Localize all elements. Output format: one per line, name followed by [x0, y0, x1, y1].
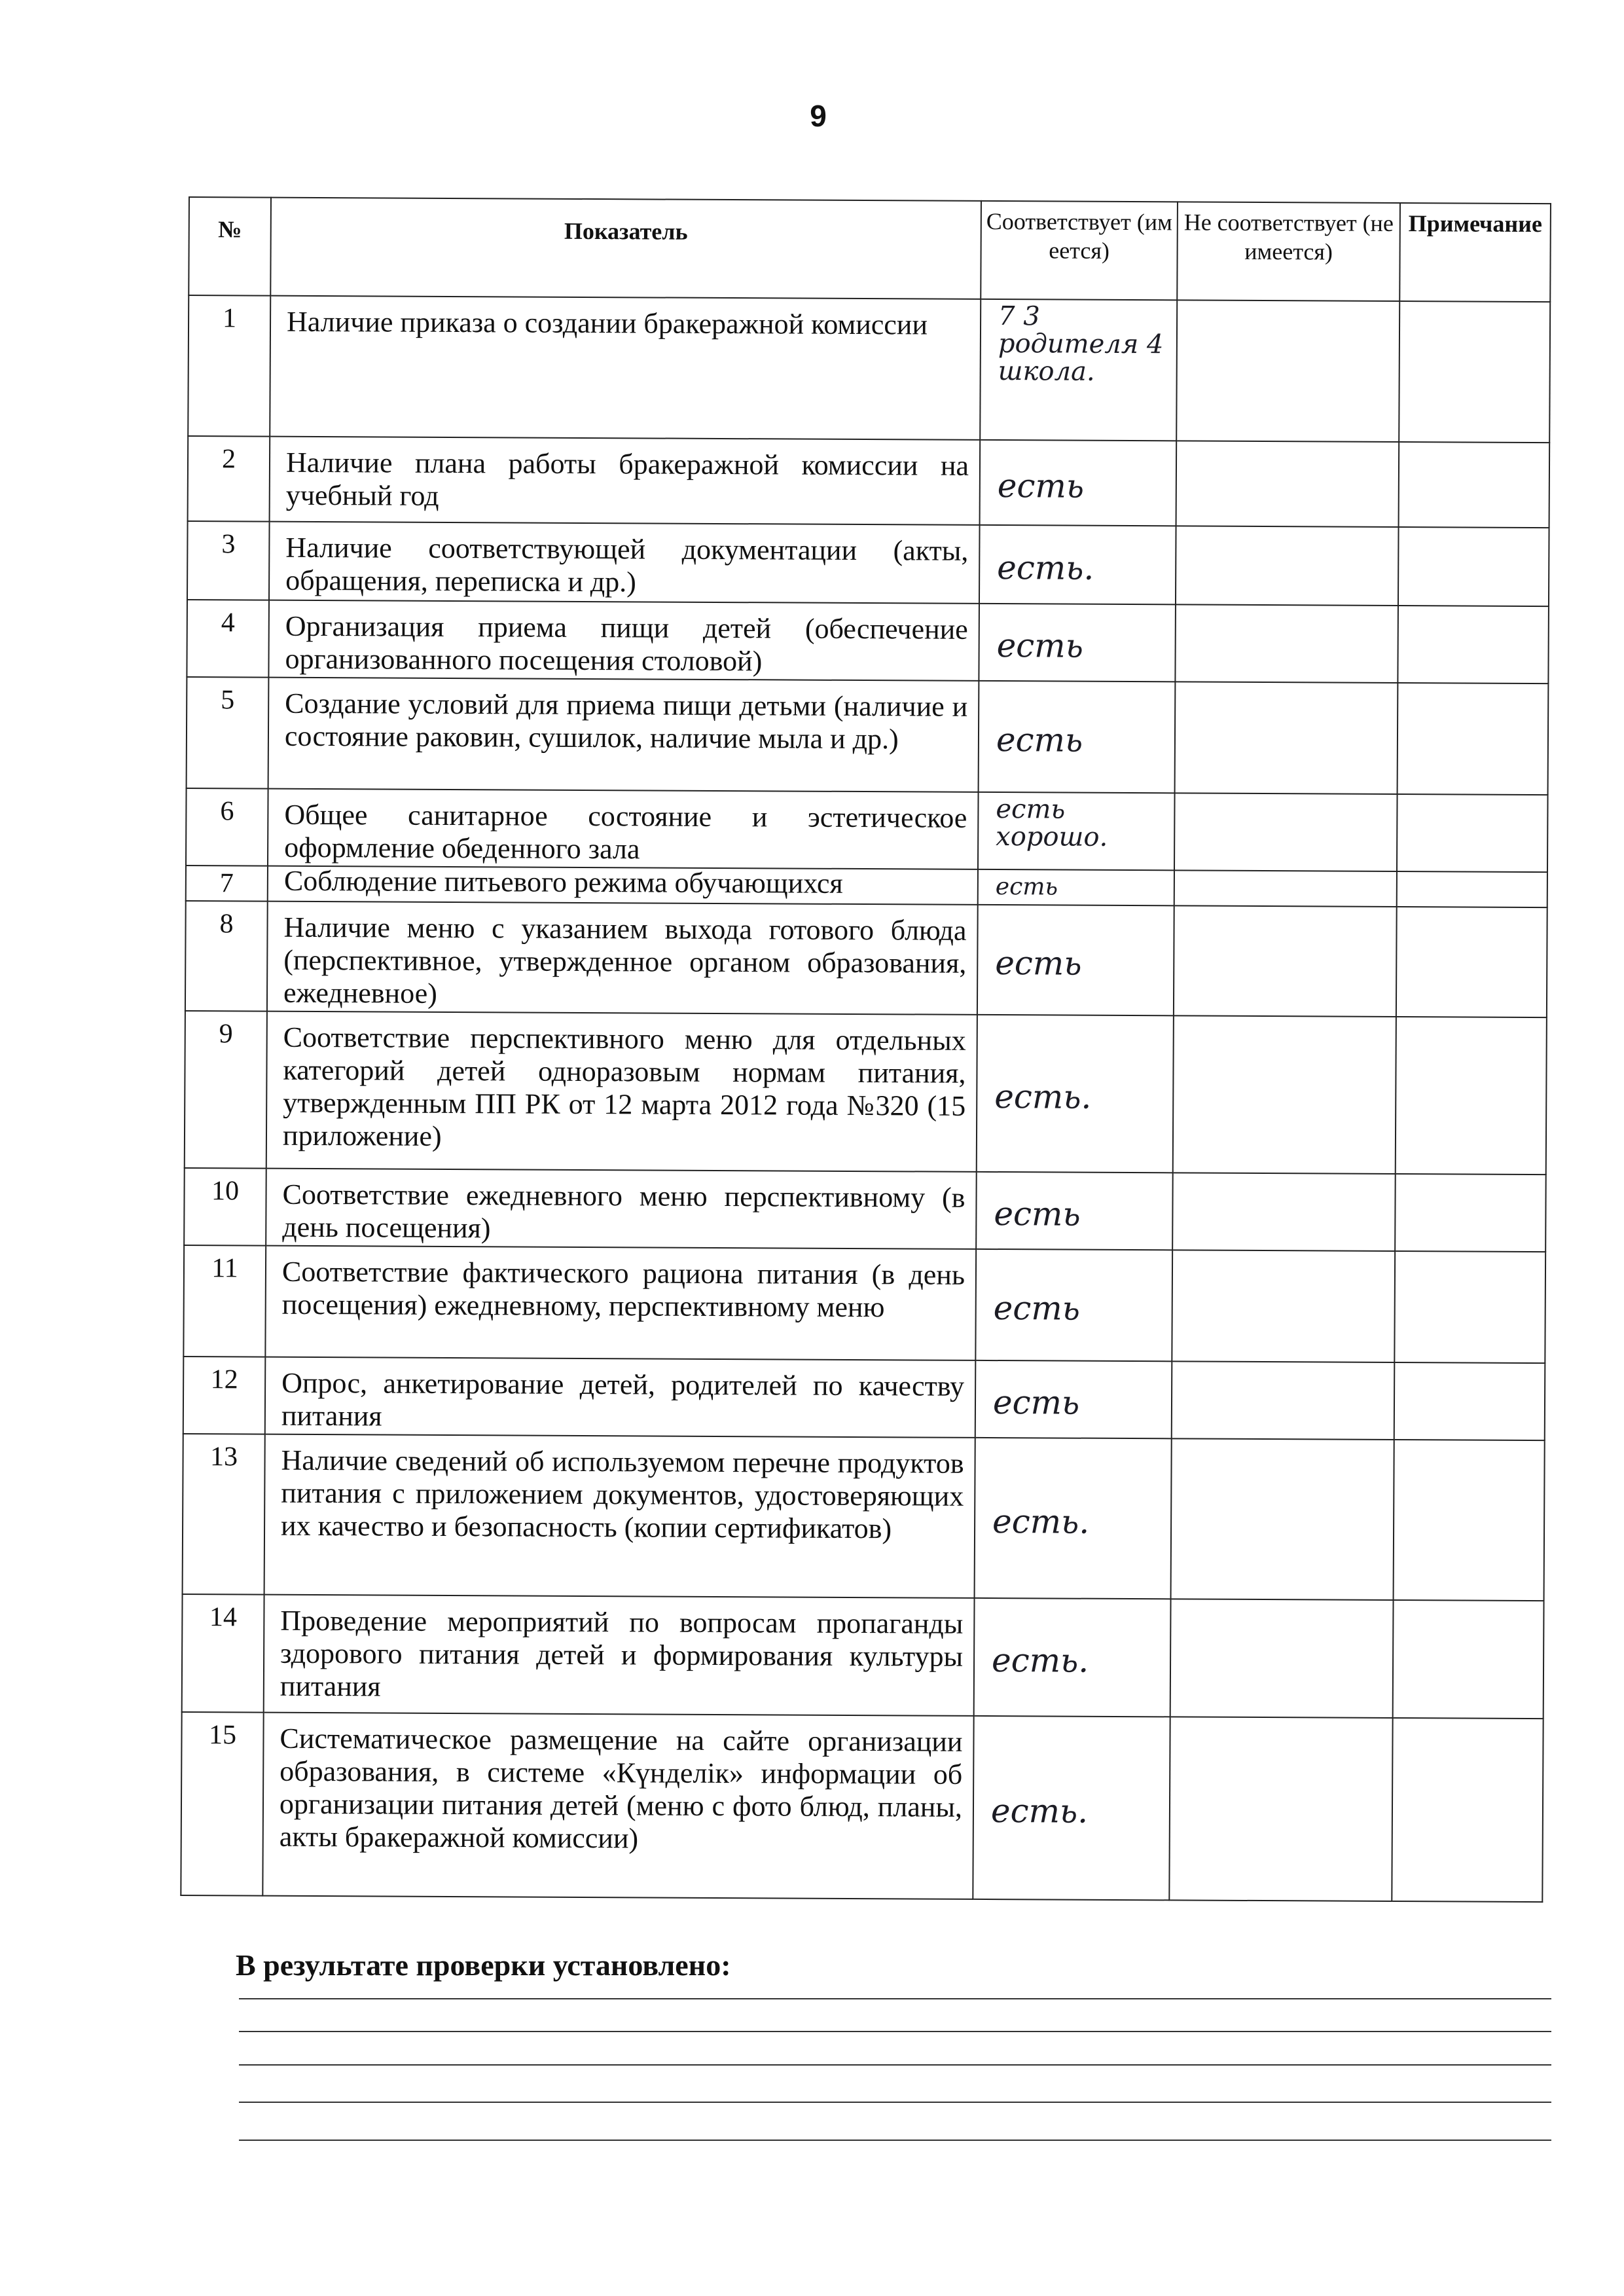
row-number: 11 — [183, 1245, 266, 1357]
row-note — [1399, 301, 1550, 443]
row-not-complies — [1172, 1173, 1396, 1251]
table-row — [187, 677, 1549, 795]
row-note — [1396, 907, 1547, 1017]
result-line — [239, 2102, 1551, 2103]
row-note — [1397, 871, 1547, 907]
table-row — [187, 600, 1549, 683]
row-complies-handwritten: есть — [975, 1360, 1172, 1438]
row-not-complies — [1169, 1717, 1392, 1901]
row-indicator: Соответствие фактического рациона питания (в день посещения) ежедневному, перспективному меню — [265, 1246, 976, 1360]
row-indicator: Наличие плана работы бракеражной комиссии на учебный год — [270, 437, 981, 525]
row-not-complies — [1176, 526, 1399, 606]
row-note — [1398, 606, 1549, 683]
table-row — [183, 1357, 1545, 1440]
row-number: 5 — [187, 677, 269, 789]
row-number: 6 — [186, 788, 268, 866]
table-row — [188, 295, 1550, 443]
row-not-complies — [1176, 300, 1399, 442]
row-complies-handwritten: есть. — [974, 1598, 1171, 1717]
row-not-complies — [1174, 905, 1397, 1017]
checklist-table — [180, 196, 1551, 1903]
table-row — [184, 1168, 1546, 1252]
row-indicator: Соответствие ежедневного меню перспективному (в день посещения) — [266, 1169, 977, 1249]
row-note — [1395, 1174, 1546, 1252]
row-complies-handwritten: 7 3 родителя 4 школа. — [980, 299, 1177, 441]
row-note — [1396, 1017, 1547, 1175]
row-complies-handwritten: есть — [975, 1249, 1172, 1361]
row-complies-handwritten: есть — [980, 440, 1177, 526]
row-number: 12 — [183, 1357, 266, 1434]
row-number: 8 — [185, 901, 268, 1011]
row-not-complies — [1174, 793, 1398, 871]
row-not-complies — [1173, 1015, 1396, 1174]
row-number: 14 — [182, 1594, 264, 1713]
row-number: 2 — [188, 436, 270, 522]
row-note — [1398, 527, 1549, 606]
row-not-complies — [1175, 682, 1398, 794]
table-row — [185, 901, 1547, 1017]
row-indicator: Создание условий для приема пищи детьми (наличие и состояние раковин, сушилок, наличие мыла и др.) — [268, 678, 979, 792]
row-not-complies — [1176, 441, 1399, 527]
row-note — [1394, 1251, 1545, 1363]
row-indicator: Организация приема пищи детей (обеспечение организованного посещения столовой) — [268, 600, 979, 681]
row-number: 4 — [187, 600, 269, 678]
row-number: 3 — [187, 521, 270, 600]
row-indicator: Соблюдение питьевого режима обучающихся — [268, 866, 978, 905]
row-note — [1399, 442, 1550, 528]
row-number: 10 — [184, 1168, 266, 1246]
row-complies-handwritten: есть — [979, 604, 1176, 682]
row-indicator: Опрос, анкетирование детей, родителей по качеству питания — [265, 1357, 976, 1438]
row-not-complies — [1175, 604, 1398, 683]
row-note — [1392, 1718, 1543, 1902]
row-complies-handwritten: есть — [979, 681, 1176, 793]
header-num: № — [189, 197, 271, 296]
row-number: 13 — [183, 1434, 265, 1595]
header-indicator: Показатель — [270, 198, 981, 299]
row-complies-handwritten: есть. — [975, 1438, 1172, 1599]
row-complies-handwritten: есть. — [973, 1716, 1170, 1900]
row-not-complies — [1172, 1250, 1395, 1362]
row-note — [1397, 794, 1548, 872]
row-note — [1394, 1362, 1545, 1440]
row-not-complies — [1172, 1361, 1395, 1440]
result-line — [239, 2064, 1551, 2066]
table-body — [181, 295, 1550, 1902]
row-complies-handwritten: есть — [976, 1172, 1173, 1250]
header-note: Примечание — [1399, 203, 1551, 302]
row-complies-handwritten: есть. — [979, 525, 1176, 604]
table-row — [185, 1011, 1547, 1175]
table-row — [188, 436, 1550, 528]
row-number: 1 — [188, 295, 270, 437]
header-complies: Соответствует (имеется) — [981, 201, 1178, 300]
row-indicator: Проведение мероприятий по вопросам пропаганды здорового питания детей и формирования культуры питания — [264, 1595, 975, 1716]
row-indicator: Наличие приказа о создании бракеражной комиссии — [270, 296, 981, 440]
table-row — [183, 1434, 1545, 1601]
row-indicator: Наличие соответствующей документации (акты, обращения, переписка и др.) — [269, 522, 980, 604]
table-row — [183, 1245, 1545, 1363]
row-number: 9 — [185, 1011, 267, 1169]
row-not-complies — [1170, 1599, 1394, 1718]
row-complies-handwritten: есть — [977, 905, 1174, 1015]
row-complies-handwritten: есть. — [977, 1015, 1174, 1173]
table-row — [187, 521, 1549, 606]
result-line — [239, 1998, 1551, 1999]
row-number: 15 — [181, 1712, 263, 1896]
row-not-complies — [1174, 870, 1397, 907]
table-row — [186, 788, 1548, 872]
row-number: 7 — [186, 866, 268, 902]
row-indicator: Соответствие перспективного меню для отдельных категорий детей одноразовым нормам питания, утвержденным ПП РК от 12 марта 2012 года №320 (15 приложение) — [266, 1011, 977, 1172]
row-complies-handwritten: есть хорошо. — [978, 792, 1175, 870]
result-title: В результате проверки установлено: — [236, 1948, 731, 1982]
row-note — [1394, 1440, 1545, 1601]
result-line — [239, 2140, 1551, 2141]
row-indicator: Наличие сведений об используемом перечне продуктов питания с приложением документов, удостоверяющих их качество и безопасность (копии сертификатов) — [264, 1434, 975, 1598]
row-complies-handwritten: есть — [978, 869, 1174, 905]
table-row — [182, 1594, 1544, 1719]
header-not-complies: Не соответствует (не имеется) — [1177, 202, 1400, 301]
row-indicator: Наличие меню с указанием выхода готового блюда (перспективное, утвержденное органом образования, ежедневное) — [267, 902, 978, 1015]
result-line — [239, 2031, 1551, 2032]
page-number: 9 — [810, 99, 827, 133]
row-note — [1398, 683, 1549, 795]
row-note — [1393, 1600, 1544, 1719]
row-not-complies — [1171, 1438, 1394, 1600]
table-row — [181, 1712, 1543, 1902]
header-row — [189, 197, 1551, 302]
row-indicator: Общее санитарное состояние и эстетическое оформление обеденного зала — [268, 789, 979, 869]
row-indicator: Систематическое размещение на сайте организации образования, в системе «Күнделік» информации об организации питания детей (меню с фото блюд, планы, акты бракеражной комиссии) — [262, 1713, 973, 1899]
